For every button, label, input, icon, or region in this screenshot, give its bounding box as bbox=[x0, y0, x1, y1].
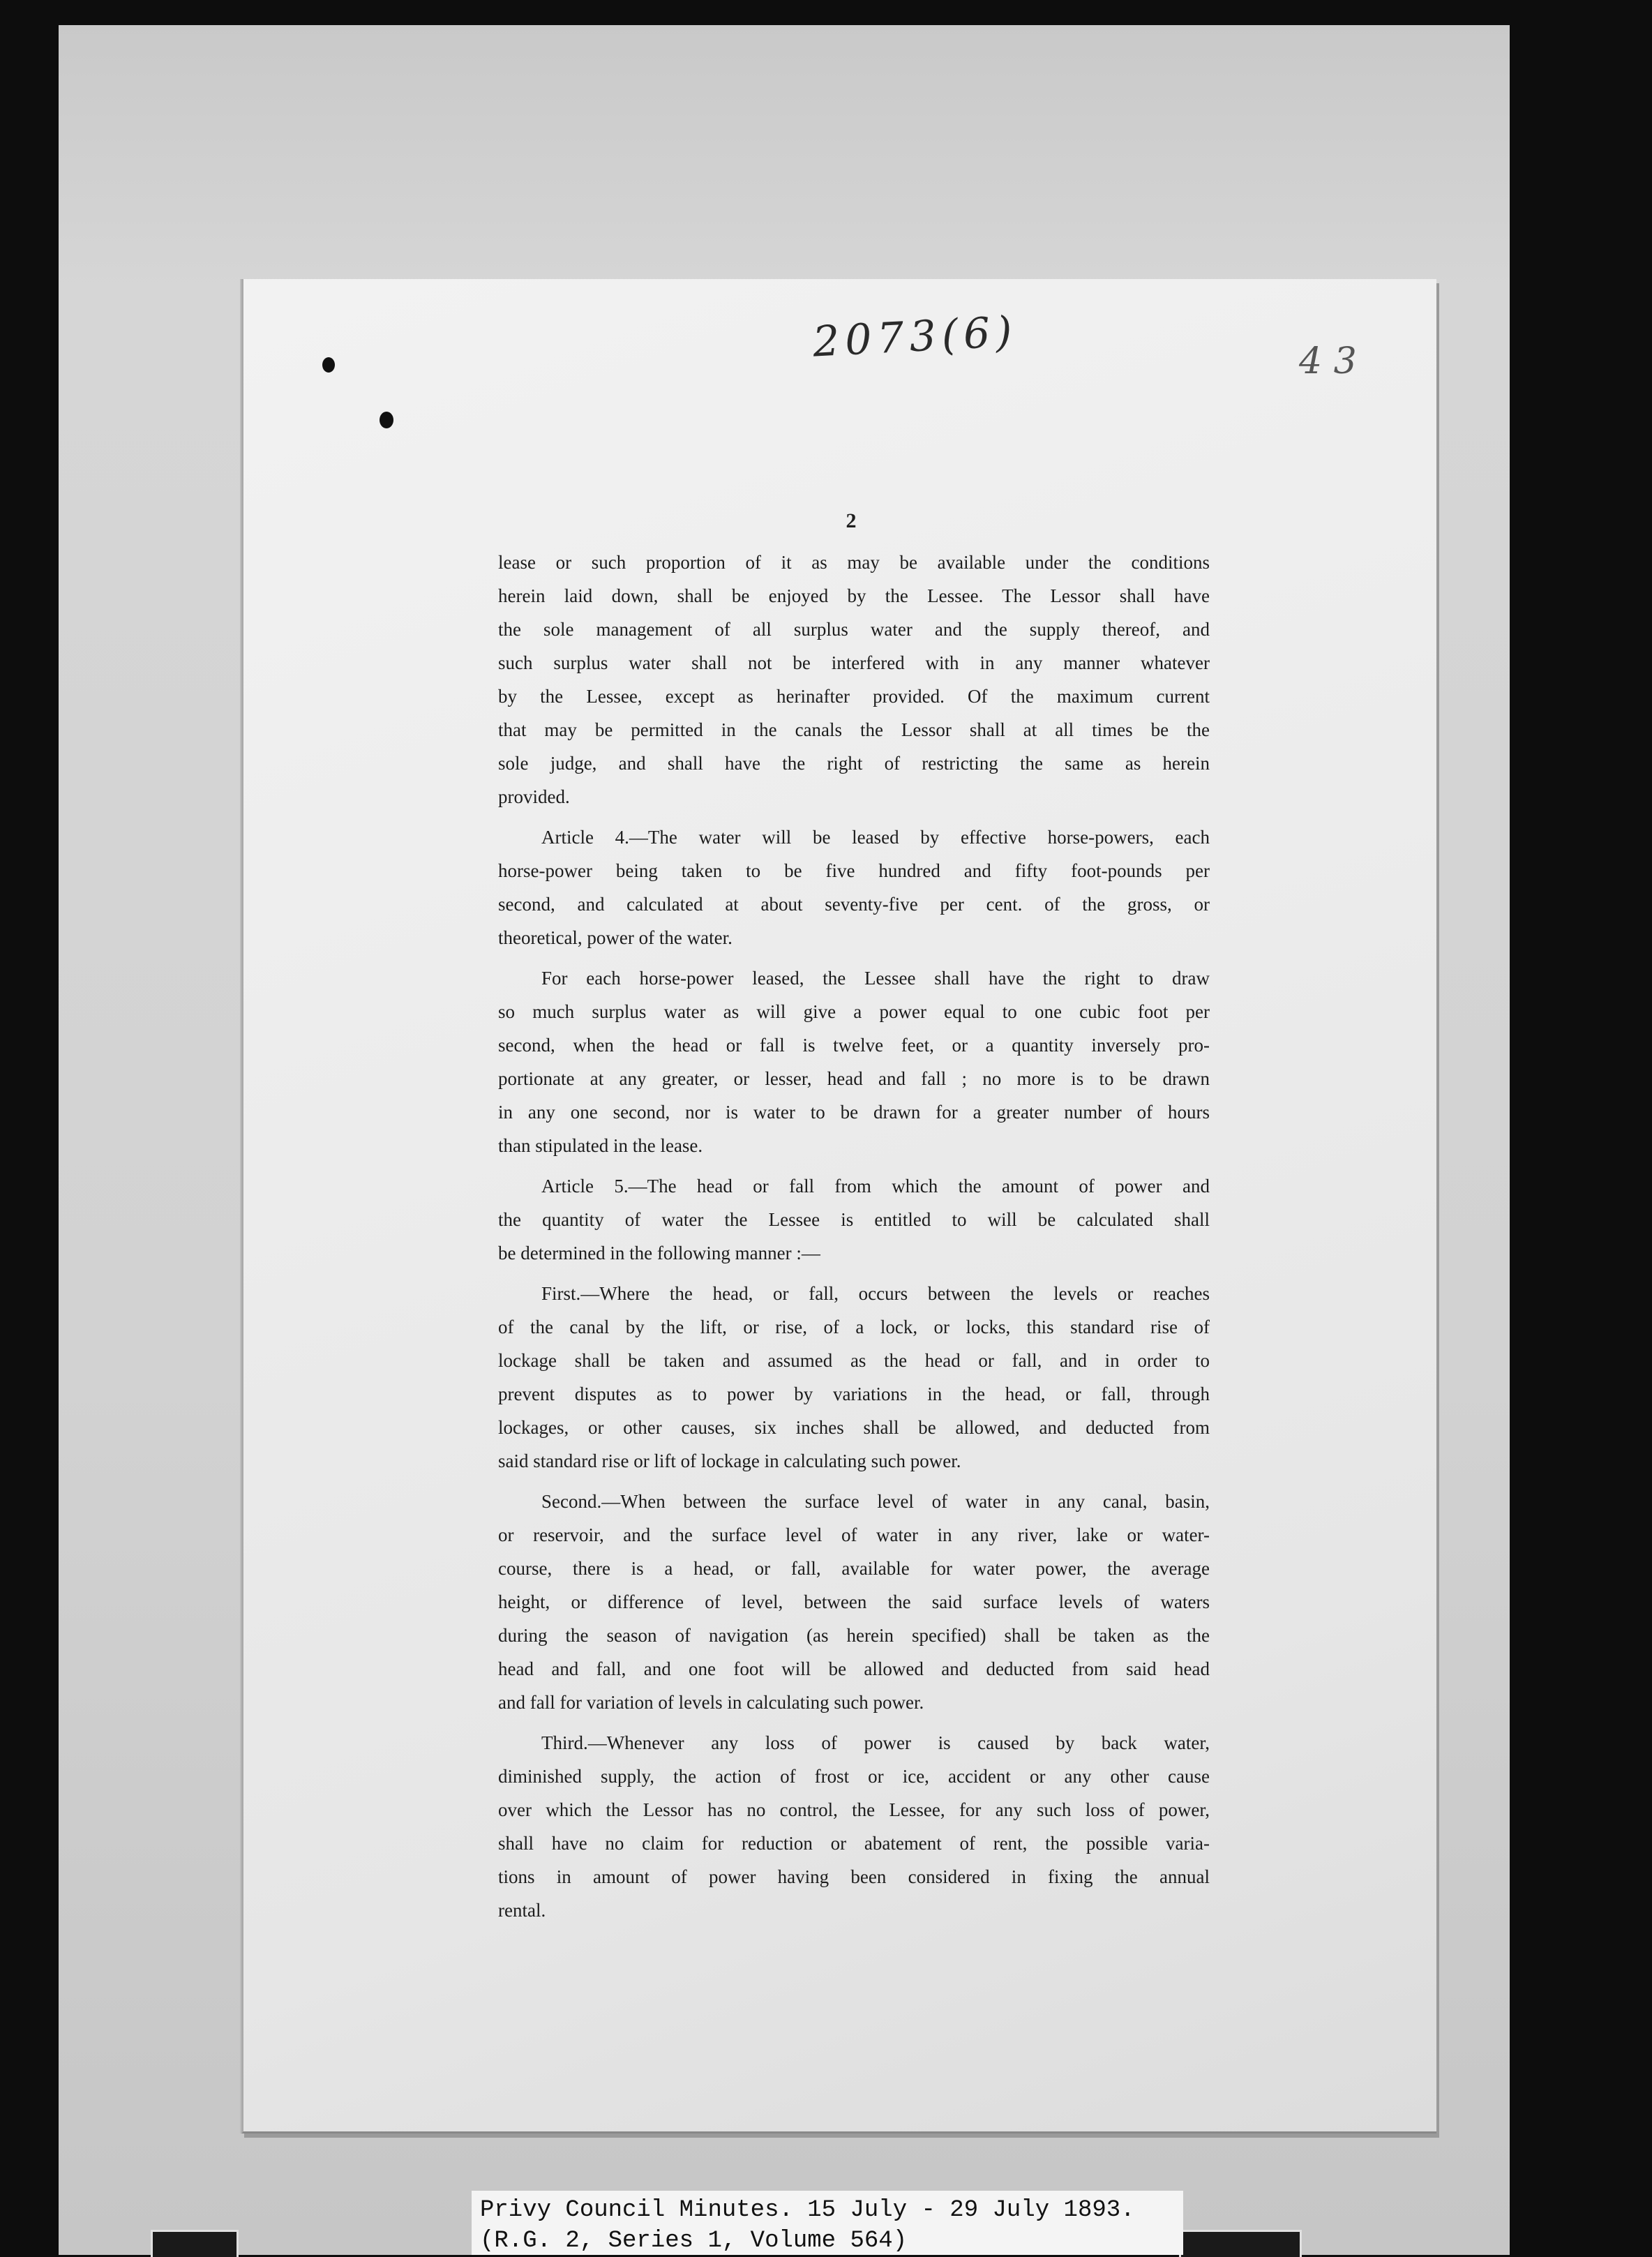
archive-caption-label bbox=[472, 2191, 1183, 2255]
text-line: be determined in the following manner :— bbox=[498, 1243, 820, 1264]
text-line: lockages, or other causes, six inches shall be allowed, and deducted from bbox=[498, 1417, 1210, 1438]
text-line: lockage shall be taken and assumed as the head or fall, and in order to bbox=[498, 1350, 1210, 1371]
film-bracket-right bbox=[1179, 2230, 1302, 2257]
film-bracket-left bbox=[151, 2230, 239, 2257]
text-line: sole judge, and shall have the right of restricting the same as herein bbox=[498, 753, 1210, 774]
first-clause-line: First.—Where the head, or fall, occurs between the levels or reaches bbox=[541, 1283, 1210, 1304]
second-clause-line: Second.—When between the surface level of water in any canal, basin, bbox=[541, 1491, 1210, 1512]
text-line: by the Lessee, except as herinafter provided. Of the maximum current bbox=[498, 686, 1210, 707]
page-number: 2 bbox=[846, 509, 857, 532]
text-line: lease or such proportion of it as may be available under the conditions bbox=[498, 552, 1210, 573]
text-line: shall have no claim for reduction or abatement of rent, the possible varia- bbox=[498, 1833, 1210, 1854]
caption-line-2: (R.G. 2, Series 1, Volume 564) bbox=[480, 2228, 908, 2254]
text-line: rental. bbox=[498, 1900, 546, 1921]
third-clause-line: Third.—Whenever any loss of power is caused by back water, bbox=[541, 1732, 1210, 1753]
text-line: of the canal by the lift, or rise, of a lock, or locks, this standard rise of bbox=[498, 1317, 1210, 1337]
text-line: during the season of navigation (as herein specified) shall be taken as the bbox=[498, 1625, 1210, 1646]
text-line: horse-power being taken to be five hundred and fifty foot-pounds per bbox=[498, 860, 1210, 881]
text-line: second, and calculated at about seventy-five per cent. of the gross, or bbox=[498, 894, 1210, 915]
text-line: course, there is a head, or fall, available for water power, the average bbox=[498, 1558, 1210, 1579]
text-line: diminished supply, the action of frost or ice, accident or any other cause bbox=[498, 1766, 1210, 1787]
text-line: portionate at any greater, or lesser, head and fall ; no more is to be drawn bbox=[498, 1068, 1210, 1089]
text-line: tions in amount of power having been considered in fixing the annual bbox=[498, 1866, 1210, 1887]
handwritten-corner-mark: 4 3 bbox=[1299, 340, 1357, 382]
text-line: said standard rise or lift of lockage in calculating such power. bbox=[498, 1450, 961, 1471]
text-line: and fall for variation of levels in calculating such power. bbox=[498, 1692, 924, 1713]
text-line: second, when the head or fall is twelve feet, or a quantity inversely pro- bbox=[498, 1035, 1210, 1056]
text-line: head and fall, and one foot will be allowed and deducted from said head bbox=[498, 1658, 1210, 1679]
text-line: than stipulated in the lease. bbox=[498, 1135, 703, 1156]
article-4-heading-line: Article 4.—The water will be leased by effective horse-powers, each bbox=[541, 827, 1210, 848]
text-line: prevent disputes as to power by variations in the head, or fall, through bbox=[498, 1384, 1210, 1404]
text-line: the sole management of all surplus water and the supply thereof, and bbox=[498, 619, 1210, 640]
text-line: theoretical, power of the water. bbox=[498, 927, 733, 948]
article-5-heading-line: Article 5.—The head or fall from which the amount of power and bbox=[541, 1176, 1210, 1197]
text-line: so much surplus water as will give a power equal to one cubic foot per bbox=[498, 1001, 1210, 1022]
text-line: in any one second, nor is water to be drawn for a greater number of hours bbox=[498, 1102, 1210, 1123]
text-line: such surplus water shall not be interfered with in any manner whatever bbox=[498, 652, 1210, 673]
text-line: over which the Lessor has no control, the Lessee, for any such loss of power, bbox=[498, 1799, 1210, 1820]
punch-hole-top bbox=[322, 357, 335, 373]
handwritten-reference-number: 2073(6) bbox=[811, 307, 1019, 367]
text-line: herein laid down, shall be enjoyed by the Lessee. The Lessor shall have bbox=[498, 585, 1210, 606]
text-line: that may be permitted in the canals the Lessor shall at all times be the bbox=[498, 719, 1210, 740]
text-line: or reservoir, and the surface level of water in any river, lake or water- bbox=[498, 1524, 1210, 1545]
caption-line-1: Privy Council Minutes. 15 July - 29 July 1893. bbox=[480, 2197, 1135, 2224]
text-line: the quantity of water the Lessee is entitled to will be calculated shall bbox=[498, 1209, 1210, 1230]
body-text bbox=[498, 546, 1210, 1927]
text-line: provided. bbox=[498, 786, 570, 807]
punch-hole-bottom bbox=[380, 412, 393, 428]
text-line: height, or difference of level, between the said surface levels of waters bbox=[498, 1591, 1210, 1612]
text-line: For each horse-power leased, the Lessee shall have the right to draw bbox=[541, 968, 1210, 989]
